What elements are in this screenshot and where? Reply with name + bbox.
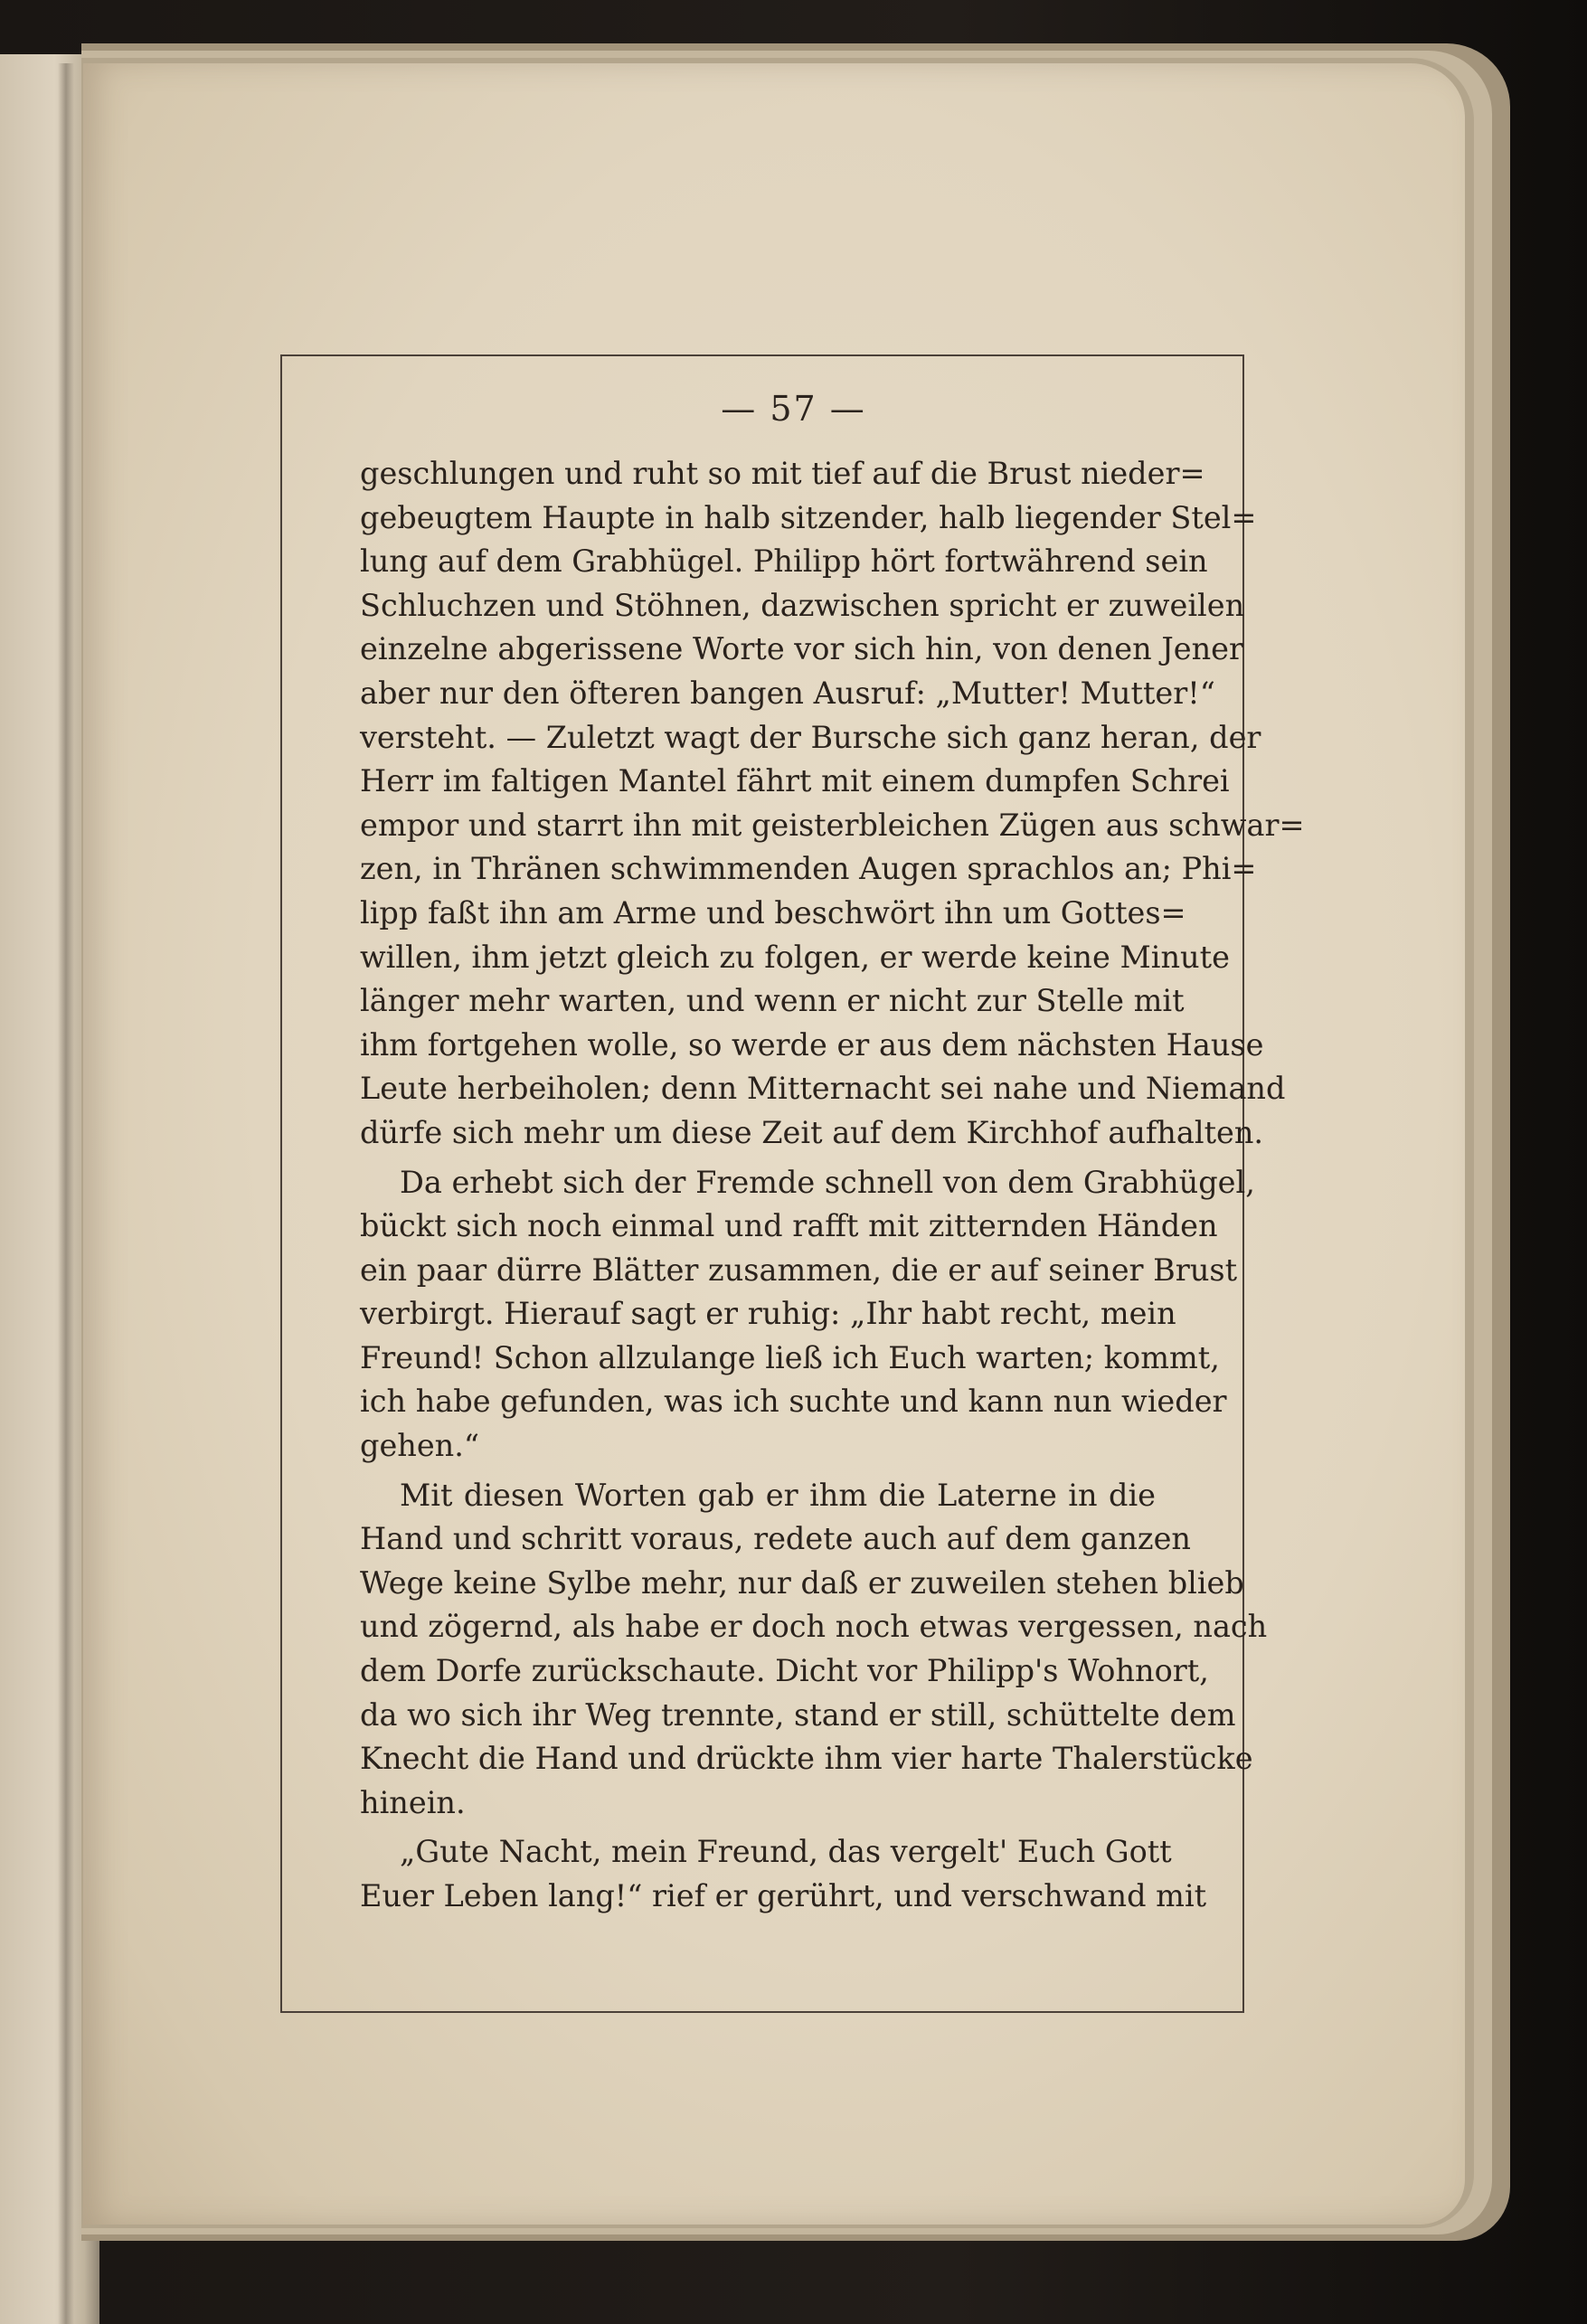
text-line: Hand und schritt voraus, redete auch auf dem ganzen <box>360 1521 1191 1557</box>
text-line: dem Dorfe zurückschaute. Dicht vor Philipp's Wohnort, <box>360 1653 1209 1689</box>
text-line: Da erhebt sich der Fremde schnell von dem Grabhügel, <box>400 1164 1255 1200</box>
text-line: Euer Leben lang!“ rief er gerührt, und verschwand mit <box>360 1878 1207 1913</box>
paragraph <box>360 1474 1268 1826</box>
text-line: aber nur den öfteren bangen Ausruf: „Mutter! Mutter!“ <box>360 675 1215 711</box>
text-line: ihm fortgehen wolle, so werde er aus dem nächsten Hause <box>360 1026 1264 1063</box>
text-line: gebeugtem Haupte in halb sitzender, halb liegender Stel= <box>360 499 1257 535</box>
text-line: Herr im faltigen Mantel fährt mit einem dumpfen Schrei <box>360 763 1230 799</box>
text-line: gehen.“ <box>360 1428 480 1464</box>
text-line: hinein. <box>360 1784 466 1820</box>
text-line: Freund! Schon allzulange ließ ich Euch warten; kommt, <box>360 1339 1220 1375</box>
text-line: lipp faßt ihn am Arme und beschwört ihn um Gottes= <box>360 894 1186 931</box>
text-line: bückt sich noch einmal und rafft mit zitternden Händen <box>360 1208 1218 1244</box>
text-line: ein paar dürre Blätter zusammen, die er auf seiner Brust <box>360 1252 1238 1288</box>
text-line: einzelne abgerissene Worte vor sich hin, von denen Jener <box>360 631 1243 667</box>
text-line: Mit diesen Worten gab er ihm die Laterne in die <box>400 1477 1156 1513</box>
text-line: länger mehr warten, und wenn er nicht zur Stelle mit <box>360 983 1185 1019</box>
text-line: Leute herbeiholen; denn Mitternacht sei nahe und Niemand <box>360 1071 1286 1107</box>
text-line: versteht. — Zuletzt wagt der Bursche sich ganz heran, der <box>360 719 1261 755</box>
paragraph <box>360 452 1305 1156</box>
text-line: da wo sich ihr Weg trennte, stand er still, schüttelte dem <box>360 1696 1236 1733</box>
paragraph <box>360 1830 1207 1918</box>
text-line: ich habe gefunden, was ich suchte und kann nun wieder <box>360 1384 1227 1420</box>
text-line: willen, ihm jetzt gleich zu folgen, er werde keine Minute <box>360 939 1230 975</box>
text-line: Wege keine Sylbe mehr, nur daß er zuweilen stehen blieb <box>360 1564 1244 1601</box>
text-line: zen, in Thränen schwimmenden Augen sprachlos an; Phi= <box>360 851 1257 887</box>
text-line: „Gute Nacht, mein Freund, das vergelt' Euch Gott <box>400 1834 1172 1870</box>
text-line: geschlungen und ruht so mit tief auf die Brust nieder= <box>360 456 1205 491</box>
text-line: Schluchzen und Stöhnen, dazwischen spricht er zuweilen <box>360 587 1245 623</box>
text-line: dürfe sich mehr um diese Zeit auf dem Kirchhof aufhalten. <box>360 1114 1264 1150</box>
text-line: und zögernd, als habe er doch noch etwas vergessen, nach <box>360 1609 1268 1645</box>
page-number: — 57 — <box>721 389 866 429</box>
text-line: empor und starrt ihn mit geisterbleichen Zügen aus schwar= <box>360 807 1305 843</box>
text-line: verbirgt. Hierauf sagt er ruhig: „Ihr habt recht, mein <box>360 1296 1176 1332</box>
page-text <box>360 452 1305 1919</box>
text-line: lung auf dem Grabhügel. Philipp hört fortwährend sein <box>360 543 1208 580</box>
text-line: Knecht die Hand und drückte ihm vier harte Thalerstücke <box>360 1741 1253 1777</box>
paragraph <box>360 1161 1255 1469</box>
